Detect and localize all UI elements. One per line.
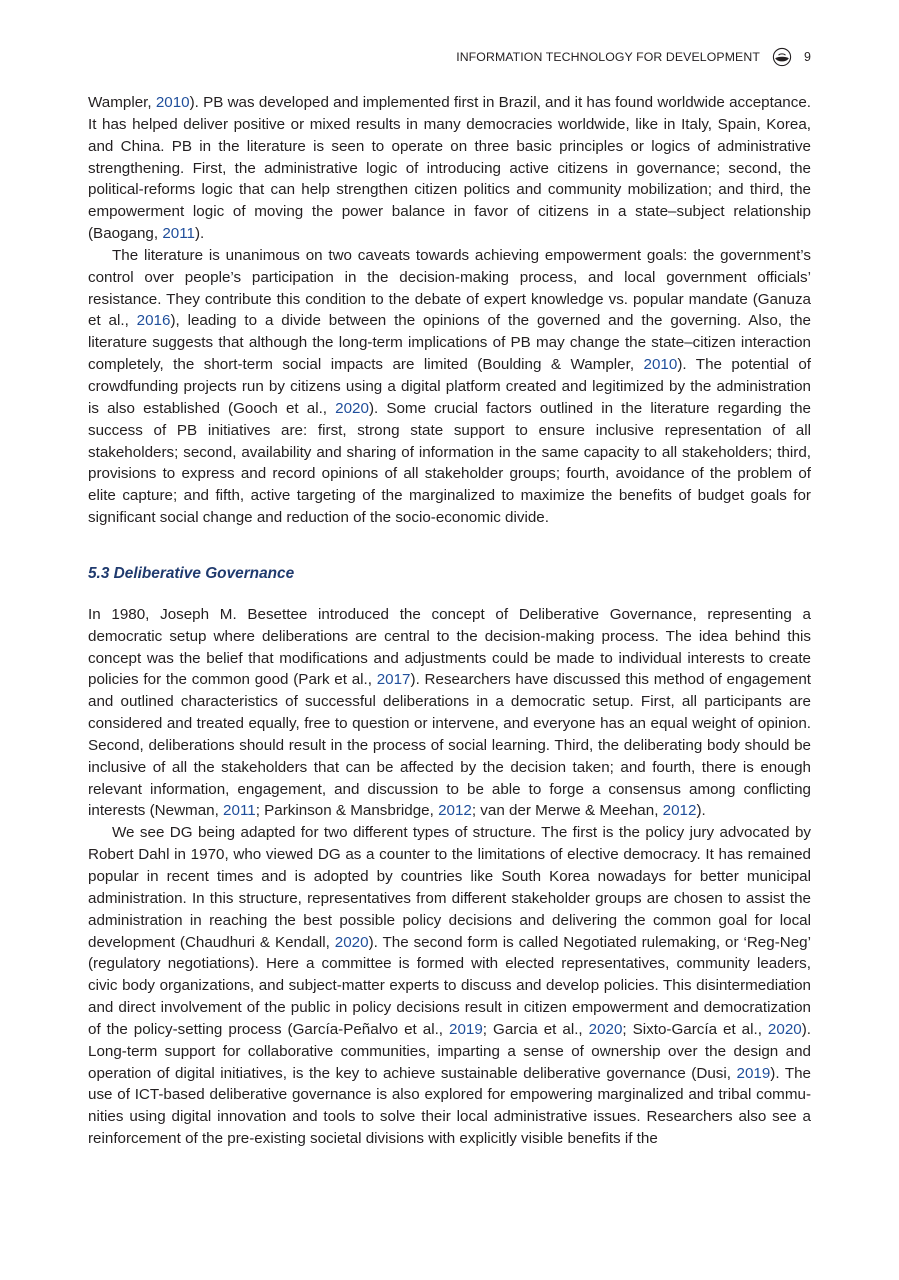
paragraph: [88, 822, 811, 1150]
paragraph-text: ). Researchers have discussed this method of engagement and outlined characteristics of successful deliberations in a democratic setup. First, all participants are considered and treated equally, free to question or intervene, and everyone has an equal weight of opinion. Second, deliberations should result in the process of social learning. Third, the deliberating body should be inclusive of all the stakeholders that can be affected by the decision taken; and fourth, there is enough relevant information, engagement, and discussion to be able to forge a consensus among conflicting interests (Newman,: [88, 671, 812, 820]
paragraph-text: ; van der Merwe & Meehan,: [471, 802, 663, 820]
paragraph-text: ). The potential of crowdfunding projects run by citizens using a digital platform created and legitimized by the administration is also established (Gooch et al.,: [88, 356, 811, 417]
paragraph-text: ).: [696, 802, 706, 820]
citation-link[interactable]: 2019: [736, 1064, 771, 1082]
citation-link[interactable]: 2020: [334, 933, 369, 951]
paragraph: [88, 92, 811, 245]
article-body: [88, 92, 811, 1150]
citation-link[interactable]: 2012: [438, 802, 472, 820]
paragraph-text: ; Sixto-García et al.,: [622, 1020, 768, 1038]
citation-link[interactable]: 2017: [376, 671, 411, 689]
citation-link[interactable]: 2012: [662, 802, 697, 820]
paragraph: [88, 604, 811, 822]
citation-link[interactable]: 2020: [335, 399, 369, 417]
paragraph-text: ).: [194, 225, 205, 243]
section-heading: 5.3 Deliberative Governance: [88, 564, 295, 582]
paragraph-text: ; Parkinson & Mansbridge,: [255, 802, 439, 820]
paragraph-text: ). The second form is called Negotiated rulemaking, or ‘Reg-Neg’ (regulatory negotiations). Here a committee is formed with elected representatives, community leaders, civic body organizations, and subject-matter experts to discuss and develop policies. This disintermediation and direct involvement of the public in policy decisions result in citizen empowerment and democratization of the policy-setting process (García-Peñalvo et al.,: [88, 933, 811, 1038]
journal-title: INFORMATION TECHNOLOGY FOR DEVELOPMENT: [456, 50, 760, 64]
paragraph-text: ). The use of ICT-based deliberative governance is also explored for empowering marginalized and tribal communities using digital innovation and tools to solve their local administrative issues. Researchers also see a reinforcement of the pre-existing societal divisions with explicitly visible benefits if the: [88, 1064, 811, 1148]
paragraph: [88, 245, 811, 529]
paragraphs-before-heading: [88, 92, 811, 529]
paragraph-text: In 1980, Joseph M. Besettee introduced the concept of Deliberative Governance, representing a democratic setup where deliberations are central to the decision-making process. The idea behind this concept was the belief that modifications and adjustments could be made to individual interests to create policies for the common good (Park et al.,: [88, 605, 811, 689]
paragraph-text: ). Long-term support for collaborative communities, imparting a sense of ownership over the design and operation of digital initiatives, is the key to achieve sustainable deliberative governance (Dusi,: [88, 1020, 811, 1082]
citation-link[interactable]: 2020: [767, 1020, 802, 1038]
citation-link[interactable]: 2010: [643, 356, 678, 374]
paragraph-text: ), leading to a divide between the opinions of the governed and the governing. Also, the literature suggests that although the long-term implications of PB may change the state–citizen interaction completely, the short-term social impacts are limited (Boulding & Wampler,: [88, 312, 811, 374]
paragraph-text: We see DG being adapted for two different types of structure. The first is the policy jury advocated by Robert Dahl in 1970, who viewed DG as a counter to the limitations of elective democracy. It has remained popular in recent times and is adopted by countries like South Korea nowadays for better municipal administration. In this structure, representatives from different stakeholder groups are chosen to assist the administration in reaching the best possible policy decisions and delivering the common goal for local development (Chaudhuri & Kendall,: [88, 824, 811, 951]
paragraph-text: ). Some crucial factors outlined in the literature regarding the success of PB initiatives are: first, strong state support to ensure inclusive representation of all stakeholders; second, availability and sharing of information in the same capacity to all stakeholders; third, provisions to express and record opinions of all stakeholder groups; fourth, avoidance of the problem of elite capture; and fifth, active targeting of the marginalized to maximize the benefits of budget goals for significant social change and reduction of the socio-economic divide.: [88, 399, 811, 527]
citation-link[interactable]: 2011: [162, 225, 195, 243]
running-header: [456, 47, 811, 67]
paragraph-text: The literature is unanimous on two caveats towards achieving empowerment goals: the government’s control over people’s participation in the decision-making process, and local government officials’ resistance. They contribute this condition to the debate of expert knowledge vs. popular mandate (Ganuza et al.,: [88, 246, 811, 330]
citation-link[interactable]: 2016: [136, 312, 171, 330]
citation-link[interactable]: 2010: [155, 94, 190, 111]
citation-link[interactable]: 2020: [588, 1020, 623, 1038]
citation-link[interactable]: 2011: [223, 802, 256, 820]
paragraphs-after-heading: [88, 604, 811, 1150]
paragraph-text: Wampler,: [88, 94, 156, 111]
paragraph-text: ; Garcia et al.,: [482, 1020, 589, 1038]
paragraph-text: ). PB was developed and implemented first in Brazil, and it has found worldwide acceptance. It has helped deliver positive or mixed results in many democracies worldwide, like in Italy, Spain, Korea, and China. PB in the literature is seen to operate on three basic principles or logics of administrative strengthening. First, the administrative logic of introducing active citizens in governance; second, the political-reforms logic that can help strengthen citizen politics and community mobilization; and third, the empowerment logic of moving the power balance in favor of citizens in a state–subject relationship (Baogang,: [88, 94, 812, 243]
crossmark-logo-icon: [772, 47, 792, 67]
page-number: 9: [803, 50, 811, 64]
citation-link[interactable]: 2019: [449, 1020, 483, 1038]
